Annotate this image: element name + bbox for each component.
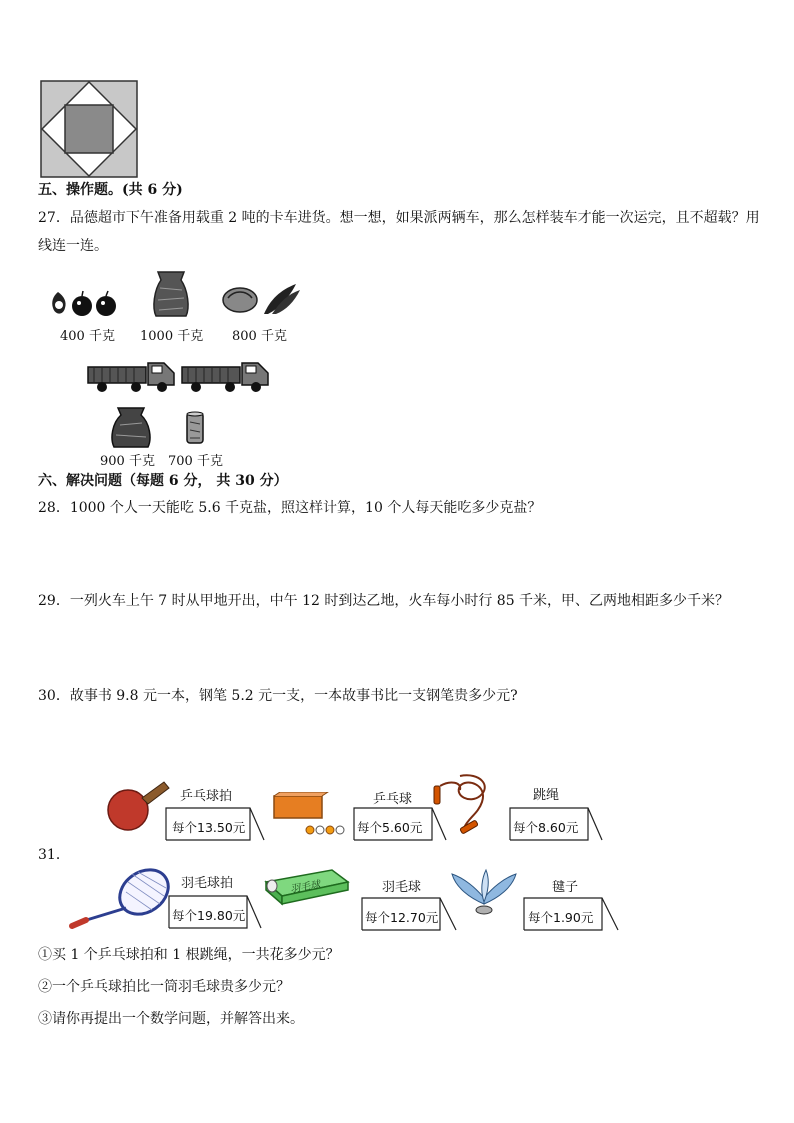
goods-label-2: 1000 千克 <box>140 329 204 344</box>
item-price-jianzi: 每个1.90元 <box>528 910 594 925</box>
barrel-icon <box>184 410 206 446</box>
sack-icon <box>150 268 192 320</box>
item-name-rope: 跳绳 <box>533 788 560 803</box>
section-5-heading: 五、操作题。(共 6 分) <box>38 182 183 198</box>
goods-label-5: 700 千克 <box>168 454 223 469</box>
item-name-paddle: 乒乓球拍 <box>180 789 233 804</box>
sub-question-1: ①买 1 个乒乓球拍和 1 根跳绳，一共花多少元？ <box>38 947 340 963</box>
goods-label-4: 900 千克 <box>100 454 155 469</box>
item-price-ball: 每个5.60元 <box>357 820 423 835</box>
item-price-shuttlecock: 每个12.70元 <box>365 910 439 925</box>
fruit-icon <box>48 288 120 318</box>
question-29: 29．一列火车上午 7 时从甲地开出，中午 12 时到达乙地，火车每小时行 85 千米，甲、乙两地相距多少千米？ <box>38 593 730 609</box>
item-price-racket: 每个19.80元 <box>172 908 246 923</box>
item-price-rope: 每个8.60元 <box>513 820 579 835</box>
vegetable-icon <box>220 280 302 316</box>
shuttlecock-box-label: 羽毛球 <box>289 879 322 896</box>
goods-label-1: 400 千克 <box>60 329 115 344</box>
goods-label-3: 800 千克 <box>232 329 287 344</box>
section-6-heading: 六、解决问题（每题 6 分， 共 30 分） <box>38 473 288 489</box>
sub-question-2: ②一个乒乓球拍比一筒羽毛球贵多少元？ <box>38 979 290 995</box>
item-name-jianzi: 毽子 <box>552 880 579 895</box>
sack-icon <box>108 405 154 449</box>
sub-question-3: ③请你再提出一个数学问题，并解答出来。 <box>38 1011 304 1027</box>
jump-rope-icon <box>430 772 500 836</box>
item-name-ball: 乒乓球 <box>373 792 413 807</box>
truck-icon <box>86 357 178 393</box>
item-name-shuttlecock: 羽毛球 <box>382 880 422 895</box>
question-27-line2: 线连一连。 <box>38 238 108 254</box>
item-price-paddle: 每个13.50元 <box>172 820 246 835</box>
badminton-racket-icon <box>66 866 176 932</box>
question-31-number: 31． <box>38 847 70 863</box>
question-28: 28．1000 个人一天能吃 5.6 千克盐，照这样计算，10 个人每天能吃多少克盐？ <box>38 500 542 516</box>
square-diagram <box>40 80 140 180</box>
shuttlecock-feather-icon <box>450 868 520 920</box>
ping-pong-ball-box-icon <box>270 792 352 838</box>
question-30: 30．故事书 9.8 元一本，钢笔 5.2 元一支，一本故事书比一支钢笔贵多少元? <box>38 688 518 704</box>
question-27-line1: 27．品德超市下午准备用载重 2 吨的卡车进货。想一想，如果派两辆车，那么怎样装车才能一次运完，且不超载？用 <box>38 210 760 226</box>
truck-icon <box>178 357 270 393</box>
item-name-racket: 羽毛球拍 <box>181 876 234 891</box>
